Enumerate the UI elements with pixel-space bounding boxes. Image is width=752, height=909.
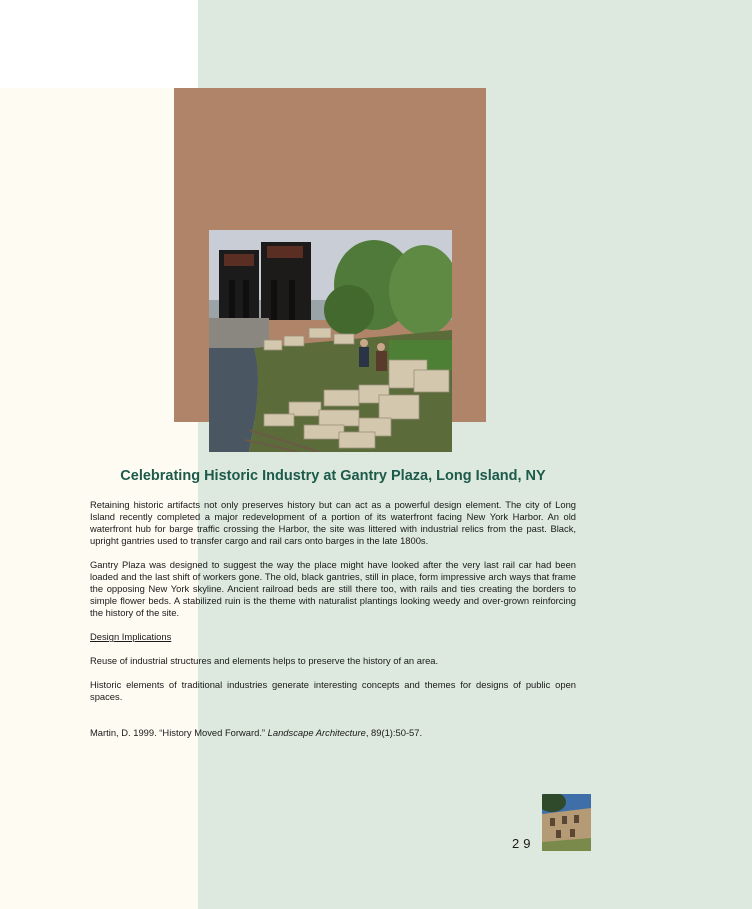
implication-item: Historic elements of traditional industries generate interesting concepts and themes for designs of public open spaces. (90, 679, 576, 702)
paragraph-intro: Retaining historic artifacts not only preserves history but can act as a powerful design element. The city of Long Island recently completed a major redevelopment of a portion of its waterfront facing New York Harbor. An old waterfront hub for barge traffic crossing the Harbor, the site was littered with industrial relics from the past. Black, upright gantries used to transfer cargo and rail cars onto barges in the late 1800s. (90, 499, 576, 546)
reference-journal: Landscape Architecture (267, 727, 366, 738)
reference-prefix: Martin, D. 1999. “History Moved Forward.” (90, 727, 268, 738)
implication-item: Reuse of industrial structures and elements helps to preserve the history of an area. (90, 655, 439, 666)
paragraph-design: Gantry Plaza was designed to suggest the way the place might have looked after the very last rail car had been loaded and the last shift of workers gone. The old, black gantries, still in place, form impressive arch ways that frame the opposing New York skyline. Ancient railroad beds are still there too, with rails and ties creating the borders to simple flower beds. A stabilized ruin is the theme with naturalist plantings looking weedy and over-grown reinforcing the history of the site. (90, 559, 576, 618)
reference-citation (90, 727, 576, 739)
gantry-plaza-photo (209, 230, 452, 452)
design-implications-heading: Design Implications (90, 631, 172, 642)
ruins-thumbnail-image (542, 794, 591, 851)
article-title: Celebrating Historic Industry at Gantry Plaza, Long Island, NY (120, 468, 546, 484)
reference-suffix: , 89(1):50-57. (365, 727, 423, 738)
page-number: 29 (512, 836, 535, 851)
